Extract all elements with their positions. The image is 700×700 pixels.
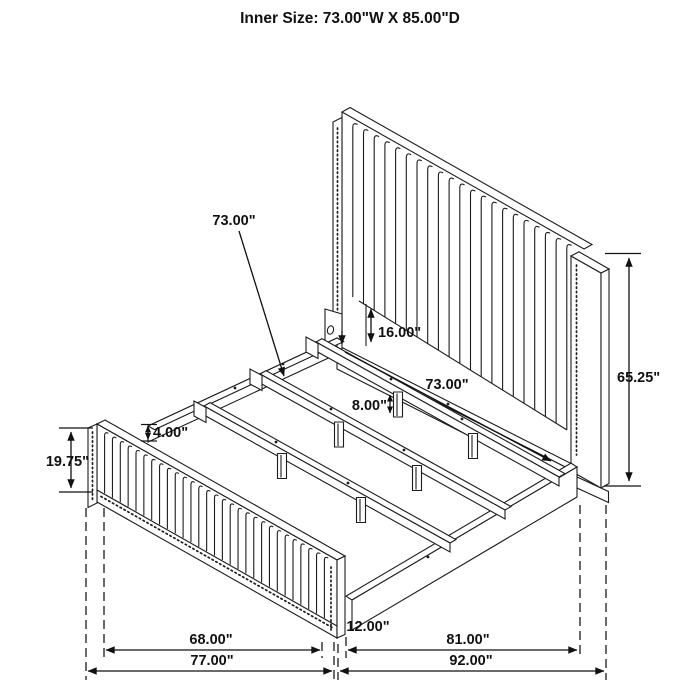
screw-dot [427, 556, 430, 559]
dim-label-overall-depth: 92.00" [449, 653, 493, 669]
dim-label-footboard-width: 77.00" [190, 653, 234, 669]
dim-label-foot-offset: 12.00" [346, 619, 390, 635]
screw-dot [447, 403, 450, 406]
dim-label-slat-height: 4.00" [153, 425, 189, 441]
dim-label-footboard-height: 19.75" [45, 454, 89, 470]
dim-label-headboard-height: 65.25" [617, 370, 661, 386]
dim-label-headboard-gap: 16.00" [378, 325, 422, 341]
dim-headboard-height [604, 254, 660, 487]
footboard [88, 420, 345, 638]
page-title: Inner Size: 73.00"W X 85.00"D [240, 10, 460, 27]
headboard [320, 108, 609, 503]
slat-leg [357, 498, 366, 523]
screw-dot [234, 387, 237, 390]
screw-dot [461, 418, 464, 421]
slat-leg [413, 466, 422, 491]
dim-slat-length [212, 213, 284, 376]
screw-dot [403, 449, 406, 452]
headboard-right-wing-side [601, 269, 609, 488]
screw-dot [347, 482, 350, 485]
dim-leg-height [352, 395, 390, 414]
slat-leg [394, 392, 403, 417]
dim-label-inner-foot-width: 68.00" [189, 632, 233, 648]
headboard-right-wing [571, 256, 601, 488]
footboard-right-return [337, 556, 345, 638]
screw-dot [330, 408, 333, 411]
dim-label-inner-width: 73.00" [425, 377, 469, 393]
dim-slat-height [141, 425, 188, 442]
slat-leg [335, 422, 344, 447]
dim-footboard-height [46, 428, 93, 492]
screw-dot [282, 363, 285, 366]
slat-leg [469, 434, 478, 459]
dim-label-rail-length: 81.00" [446, 632, 490, 648]
leader-arrow [239, 231, 284, 376]
dim-label-slat-length: 73.00" [212, 213, 256, 229]
screw-dot [275, 441, 278, 444]
dim-label-leg-height: 8.00" [351, 398, 387, 414]
slat-leg [278, 454, 287, 479]
screw-dot [390, 378, 393, 381]
